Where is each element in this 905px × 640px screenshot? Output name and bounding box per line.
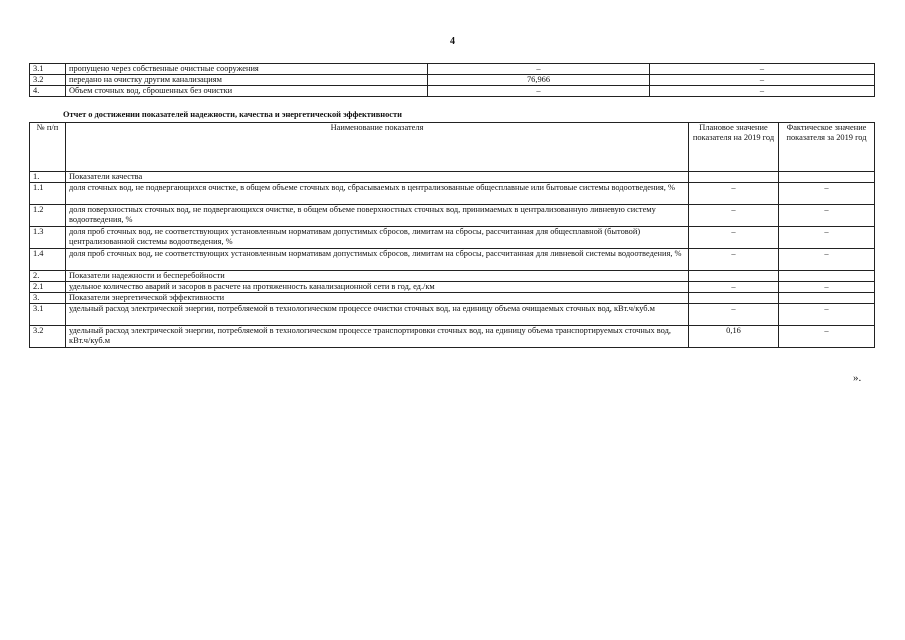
section-row — [30, 172, 875, 183]
row-value-a: 76,966 — [428, 75, 650, 86]
row-number: 3.2 — [30, 326, 66, 348]
row-name: Объем сточных вод, сброшенных без очистки — [66, 86, 428, 97]
actual-value — [779, 271, 875, 282]
actual-value — [779, 172, 875, 183]
row-number: 3.2 — [30, 75, 66, 86]
row-number: 2. — [30, 271, 66, 282]
planned-value — [689, 271, 779, 282]
report-title: Отчет о достижении показателей надежности, качества и энергетической эффективности — [63, 110, 402, 119]
row-number: 1.1 — [30, 183, 66, 205]
table-row — [30, 75, 875, 86]
planned-value: – — [689, 249, 779, 271]
row-number: 3.1 — [30, 304, 66, 326]
section-row — [30, 271, 875, 282]
row-value-a: – — [428, 86, 650, 97]
page-number: 4 — [450, 36, 455, 47]
actual-value: – — [779, 205, 875, 227]
actual-value: – — [779, 183, 875, 205]
indicator-name: Показатели энергетической эффективности — [66, 293, 689, 304]
row-number: 1.2 — [30, 205, 66, 227]
table-row — [30, 183, 875, 205]
row-value-b: – — [650, 64, 875, 75]
planned-value — [689, 293, 779, 304]
indicator-name: Показатели качества — [66, 172, 689, 183]
table-row — [30, 282, 875, 293]
planned-value: – — [689, 282, 779, 293]
table-row — [30, 64, 875, 75]
actual-value: – — [779, 227, 875, 249]
indicator-name: доля проб сточных вод, не соответствующих установленным нормативам допустимых сбросов, лимитам на сбросы, рассчитанная для ливневой системы водоотведения, % — [66, 249, 689, 271]
indicator-name: удельный расход электрической энергии, потребляемой в технологическом процессе очистки сточных вод, на единицу объема очищаемых сточных вод, кВт.ч/куб.м — [66, 304, 689, 326]
indicator-name: доля сточных вод, не подвергающихся очистке, в общем объеме сточных вод, сбрасываемых в централизованные общесплавные или бытовые системы водоотведения, % — [66, 183, 689, 205]
planned-value — [689, 172, 779, 183]
table-row — [30, 326, 875, 348]
row-name: передано на очистку другим канализациям — [66, 75, 428, 86]
row-value-b: – — [650, 75, 875, 86]
planned-value: – — [689, 227, 779, 249]
wastewater-volume-table — [29, 63, 875, 97]
planned-value: 0,16 — [689, 326, 779, 348]
actual-value: – — [779, 304, 875, 326]
header-actual-value: Фактическое значение показателя за 2019 год — [779, 123, 875, 172]
row-number: 3. — [30, 293, 66, 304]
indicator-name: удельный расход электрической энергии, потребляемой в технологическом процессе транспортировки сточных вод, на единицу объема транспортируемых сточных вод, кВт.ч/куб.м — [66, 326, 689, 348]
row-number: 4. — [30, 86, 66, 97]
table-row — [30, 86, 875, 97]
table-row — [30, 249, 875, 271]
row-number: 2.1 — [30, 282, 66, 293]
row-number: 1.4 — [30, 249, 66, 271]
planned-value: – — [689, 304, 779, 326]
table-row — [30, 304, 875, 326]
row-name: пропущено через собственные очистные сооружения — [66, 64, 428, 75]
header-indicator-name: Наименование показателя — [66, 123, 689, 172]
planned-value: – — [689, 183, 779, 205]
indicators-table — [29, 122, 875, 348]
actual-value: – — [779, 326, 875, 348]
row-number: 1.3 — [30, 227, 66, 249]
table-row — [30, 227, 875, 249]
row-number: 3.1 — [30, 64, 66, 75]
row-number: 1. — [30, 172, 66, 183]
header-number: № п/п — [30, 123, 66, 172]
table-row — [30, 205, 875, 227]
row-value-a: – — [428, 64, 650, 75]
closing-quote: ». — [853, 372, 862, 384]
actual-value: – — [779, 282, 875, 293]
section-row — [30, 293, 875, 304]
indicator-name: доля поверхностных сточных вод, не подвергающихся очистке, в общем объеме поверхностных сточных вод, принимаемых в централизованную ливневую систему водоотведения, % — [66, 205, 689, 227]
indicator-name: доля проб сточных вод, не соответствующих установленным нормативам допустимых сбросов, лимитам на сбросы, рассчитанная для общесплавной (бытовой) централизованной системы водоотведения, % — [66, 227, 689, 249]
actual-value: – — [779, 249, 875, 271]
indicator-name: Показатели надежности и бесперебойности — [66, 271, 689, 282]
table-header-row — [30, 123, 875, 172]
indicator-name: удельное количество аварий и засоров в расчете на протяженность канализационной сети в год, ед./км — [66, 282, 689, 293]
header-planned-value: Плановое значение показателя на 2019 год — [689, 123, 779, 172]
row-value-b: – — [650, 86, 875, 97]
actual-value — [779, 293, 875, 304]
planned-value: – — [689, 205, 779, 227]
